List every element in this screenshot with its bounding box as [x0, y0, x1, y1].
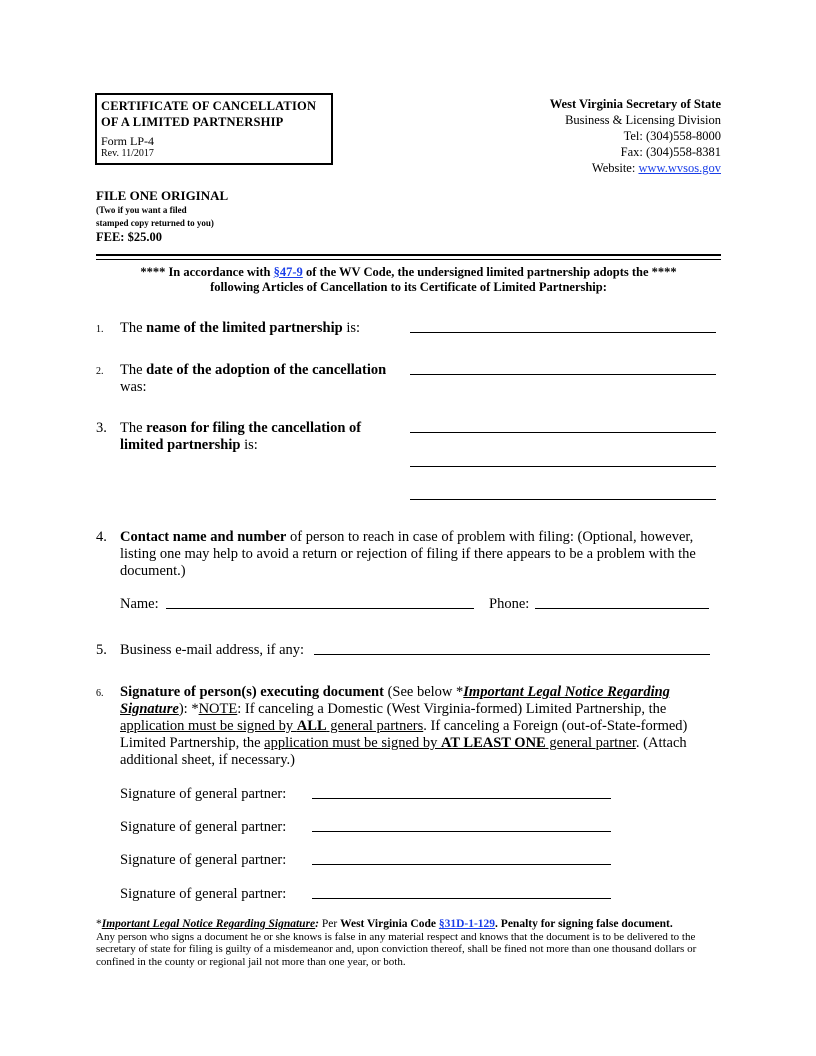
legal-notice	[96, 918, 724, 968]
item-6-note-text: : If canceling a Domestic (West Virginia-formed) Limited Partnership, the	[237, 701, 667, 717]
website-link[interactable]: www.wvsos.gov	[638, 161, 721, 175]
form-revision: Rev. 11/2017	[101, 148, 154, 159]
item-6-notice: Important Legal Notice Regarding	[463, 684, 670, 700]
intro-pre: **** In accordance with	[140, 265, 274, 279]
signature-label-3: Signature of general partner:	[120, 852, 287, 868]
reason-field-line-2[interactable]	[410, 466, 716, 467]
sos-website	[550, 160, 721, 176]
item-6-note-pre: ): *	[178, 701, 199, 717]
item-1-bold: name of the limited partnership	[146, 320, 343, 336]
item-6-note-u: NOTE	[198, 701, 238, 717]
item-1-number: 1.	[96, 324, 104, 335]
legal-per: Per	[319, 918, 341, 930]
item-2-pre: The	[120, 362, 147, 378]
sos-fax: Fax: (304)558-8381	[620, 145, 721, 159]
partnership-name-field[interactable]	[410, 332, 716, 333]
item-3-bold1: reason for filing the cancellation of	[146, 420, 362, 436]
signature-label-1: Signature of general partner:	[120, 786, 287, 802]
signature-field-3[interactable]	[312, 864, 611, 865]
item-4-text	[120, 529, 720, 580]
contact-name-field[interactable]	[166, 608, 474, 609]
signature-field-2[interactable]	[312, 831, 611, 832]
item-2-post: was:	[120, 379, 147, 395]
item-6-l4b: application must be signed by	[264, 735, 441, 751]
item-1-pre: The	[120, 320, 147, 336]
item-1-label	[120, 320, 360, 337]
item-6-l4e: . (Attach	[635, 735, 687, 751]
form-title-box	[95, 93, 333, 165]
signature-field-1[interactable]	[312, 798, 611, 799]
item-6-see: (See below *	[383, 684, 464, 700]
file-one-original: FILE ONE ORIGINAL	[96, 188, 229, 203]
item-6-text	[120, 684, 720, 769]
file-instructions	[96, 188, 228, 245]
email-field[interactable]	[314, 654, 710, 655]
file-note-1: (Two if you want a filed	[96, 205, 187, 215]
item-2-number: 2.	[96, 366, 104, 377]
sos-tel: Tel: (304)558-8000	[623, 129, 721, 143]
item-6-l3b: ALL	[296, 718, 327, 734]
code-link-31d-1-129[interactable]: §31D-1-129	[438, 918, 496, 930]
item-4-number: 4.	[96, 529, 107, 545]
sos-name: West Virginia Secretary of State	[549, 97, 721, 111]
legal-penalty: . Penalty for signing false document.	[495, 918, 673, 930]
item-6-l4d: general partner	[545, 735, 636, 751]
item-6-l5: additional sheet, if necessary.)	[120, 752, 296, 768]
item-6-l4c: AT LEAST ONE	[440, 735, 546, 751]
form-number: Form LP-4	[101, 134, 155, 148]
intro-text	[96, 265, 721, 295]
form-title-line1: CERTIFICATE OF CANCELLATION	[101, 99, 317, 113]
item-6-bold: Signature of person(s) executing document	[120, 684, 384, 700]
code-link-47-9[interactable]: §47-9	[273, 265, 303, 279]
item-2-label	[120, 362, 400, 396]
item-6-notice2: Signature	[120, 701, 179, 717]
item-5-number: 5.	[96, 642, 107, 658]
item-3-number: 3.	[96, 420, 107, 436]
file-note-2: stamped copy returned to you)	[96, 218, 214, 228]
contact-phone-label: Phone:	[489, 596, 530, 612]
item-4-line1: of person to reach in case of problem with filing: (Optional, however,	[286, 529, 694, 545]
legal-star: *	[96, 918, 102, 930]
legal-colon: :	[315, 918, 320, 930]
divider	[96, 254, 721, 260]
reason-field-line-3[interactable]	[410, 499, 716, 500]
item-2-bold: date of the adoption of the cancellation	[146, 362, 387, 378]
item-3-pre: The	[120, 420, 147, 436]
contact-phone-field[interactable]	[535, 608, 709, 609]
email-label: Business e-mail address, if any:	[120, 642, 305, 658]
item-6-l3a: application must be signed by	[120, 718, 297, 734]
item-3-bold2: limited partnership	[120, 437, 241, 453]
legal-code: West Virginia Code	[340, 918, 439, 930]
website-label: Website:	[591, 161, 639, 175]
signature-label-4: Signature of general partner:	[120, 886, 287, 902]
adoption-date-field[interactable]	[410, 374, 716, 375]
item-6-l4a: Limited Partnership, the	[120, 735, 265, 751]
item-3-post: is:	[240, 437, 258, 453]
fee: FEE: $25.00	[96, 230, 162, 244]
sos-contact	[550, 96, 721, 176]
form-title-line2: OF A LIMITED PARTNERSHIP	[101, 115, 284, 129]
contact-name-label: Name:	[120, 596, 159, 612]
intro-line2: following Articles of Cancellation to its Certificate of Limited Partnership:	[210, 280, 607, 294]
item-6-number: 6.	[96, 688, 104, 699]
legal-body: Any person who signs a document he or she knows is false in any material respect and knows that the document is to be delivered to the secretary of state for filing is guilty of a misdemeanor and, upon conviction thereof, shall be fined not more than one thousand dollars or confined in the county or regional jail not more than one year, or both.	[96, 930, 697, 968]
reason-field-line-1[interactable]	[410, 432, 716, 433]
item-4-bold: Contact name and number	[120, 529, 287, 545]
legal-title: Important Legal Notice Regarding Signature	[101, 918, 316, 930]
signature-field-4[interactable]	[312, 898, 611, 899]
signature-label-2: Signature of general partner:	[120, 819, 287, 835]
item-4-line2: listing one may help to avoid a return or rejection of filing if there appears to be a problem with the	[120, 546, 696, 562]
item-4-line3: document.)	[120, 563, 186, 579]
item-3-label	[120, 420, 400, 454]
item-1-post: is:	[342, 320, 361, 336]
item-6-l3c: general partners	[326, 718, 424, 734]
item-6-l3d: . If canceling a Foreign (out-of-State-formed)	[423, 718, 688, 734]
sos-division: Business & Licensing Division	[565, 113, 721, 127]
intro-post: of the WV Code, the undersigned limited partnership adopts the ****	[302, 265, 677, 279]
